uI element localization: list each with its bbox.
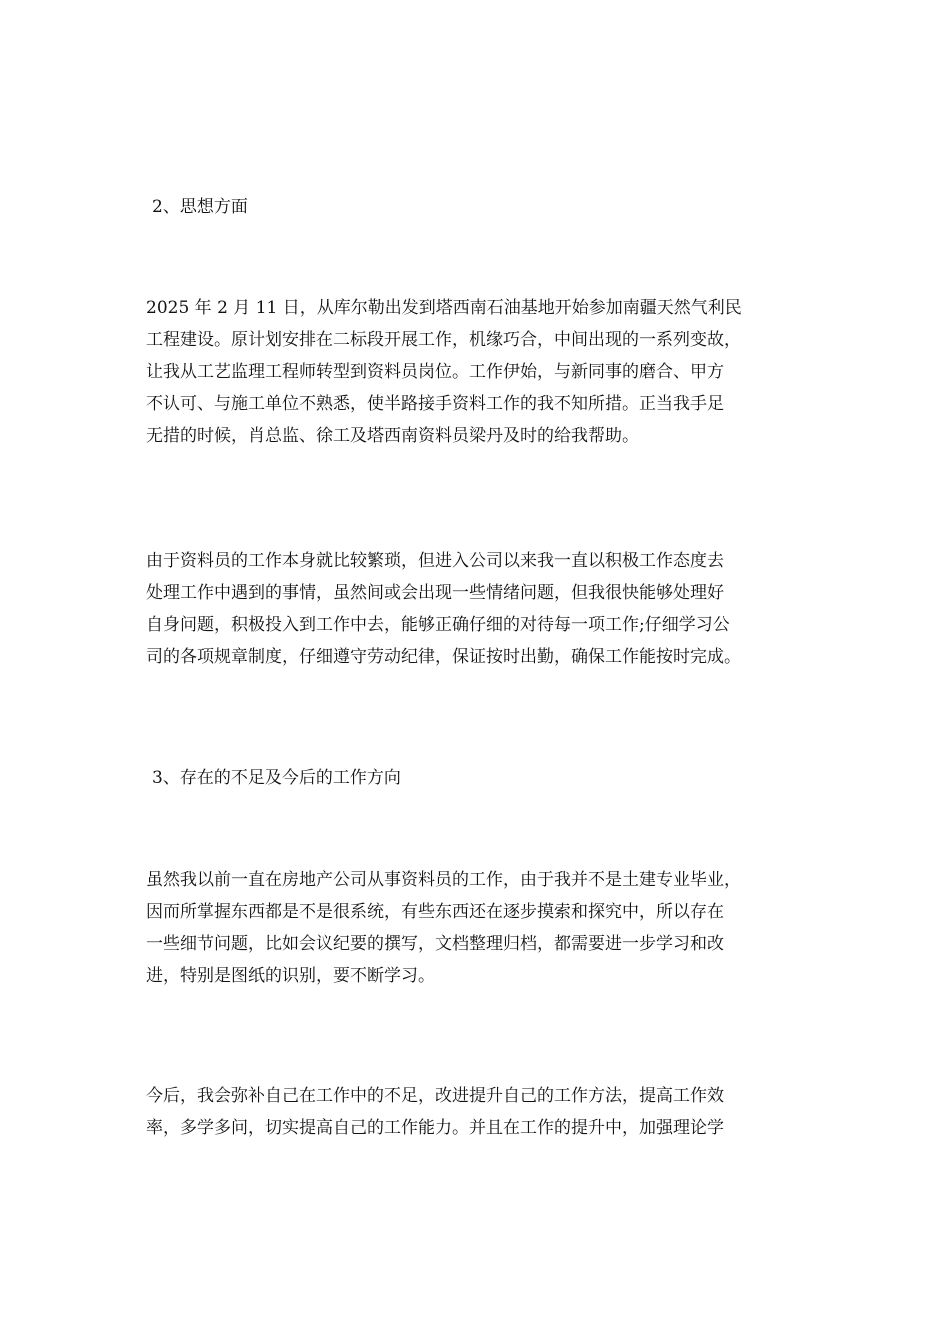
paragraph-line: 不认可、与施工单位不熟悉，使半路接手资料工作的我不知所措。正当我手足 (146, 394, 724, 414)
paragraph-line: 进，特别是图纸的识别，要不断学习。 (146, 966, 435, 986)
paragraph-line: 无措的时候，肖总监、徐工及塔西南资料员梁丹及时的给我帮助。 (146, 426, 639, 446)
paragraph-shortcomings (146, 864, 826, 992)
paragraph-line: 由于资料员的工作本身就比较繁琐，但进入公司以来我一直以积极工作态度去 (146, 551, 724, 571)
paragraph-line: 工程建设。原计划安排在二标段开展工作，机缘巧合，中间出现的一系列变故， (146, 330, 741, 350)
paragraph-line: 因而所掌握东西都是不是很系统，有些东西还在逐步摸索和探究中，所以存在 (146, 902, 724, 922)
paragraph-line: 司的各项规章制度，仔细遵守劳动纪律，保证按时出勤，确保工作能按时完成。 (146, 647, 741, 667)
paragraph-line: 虽然我以前一直在房地产公司从事资料员的工作，由于我并不是土建专业毕业， (146, 870, 741, 890)
paragraph-line: 自身问题，积极投入到工作中去，能够正确仔细的对待每一项工作;仔细学习公 (146, 615, 730, 635)
paragraph-line: 率，多学多问，切实提高自己的工作能力。并且在工作的提升中，加强理论学 (146, 1118, 724, 1138)
paragraph-future-plan (146, 1080, 826, 1144)
paragraph-line: 2025 年 2 月 11 日，从库尔勒出发到塔西南石油基地开始参加南疆天然气利民 (146, 298, 742, 318)
paragraph-line: 一些细节问题，比如会议纪要的撰写，文档整理归档，都需要进一步学习和改 (146, 934, 724, 954)
section-heading-thoughts: 2、思想方面 (152, 197, 248, 217)
paragraph-work-attitude (146, 545, 826, 673)
paragraph-line: 今后，我会弥补自己在工作中的不足，改进提升自己的工作方法，提高工作效 (146, 1086, 724, 1106)
paragraph-line: 处理工作中遇到的事情，虽然间或会出现一些情绪问题，但我很快能够处理好 (146, 583, 724, 603)
paragraph-work-start (146, 292, 826, 452)
paragraph-line: 让我从工艺监理工程师转型到资料员岗位。工作伊始，与新同事的磨合、甲方 (146, 362, 724, 382)
section-heading-shortcomings: 3、存在的不足及今后的工作方向 (152, 768, 401, 788)
